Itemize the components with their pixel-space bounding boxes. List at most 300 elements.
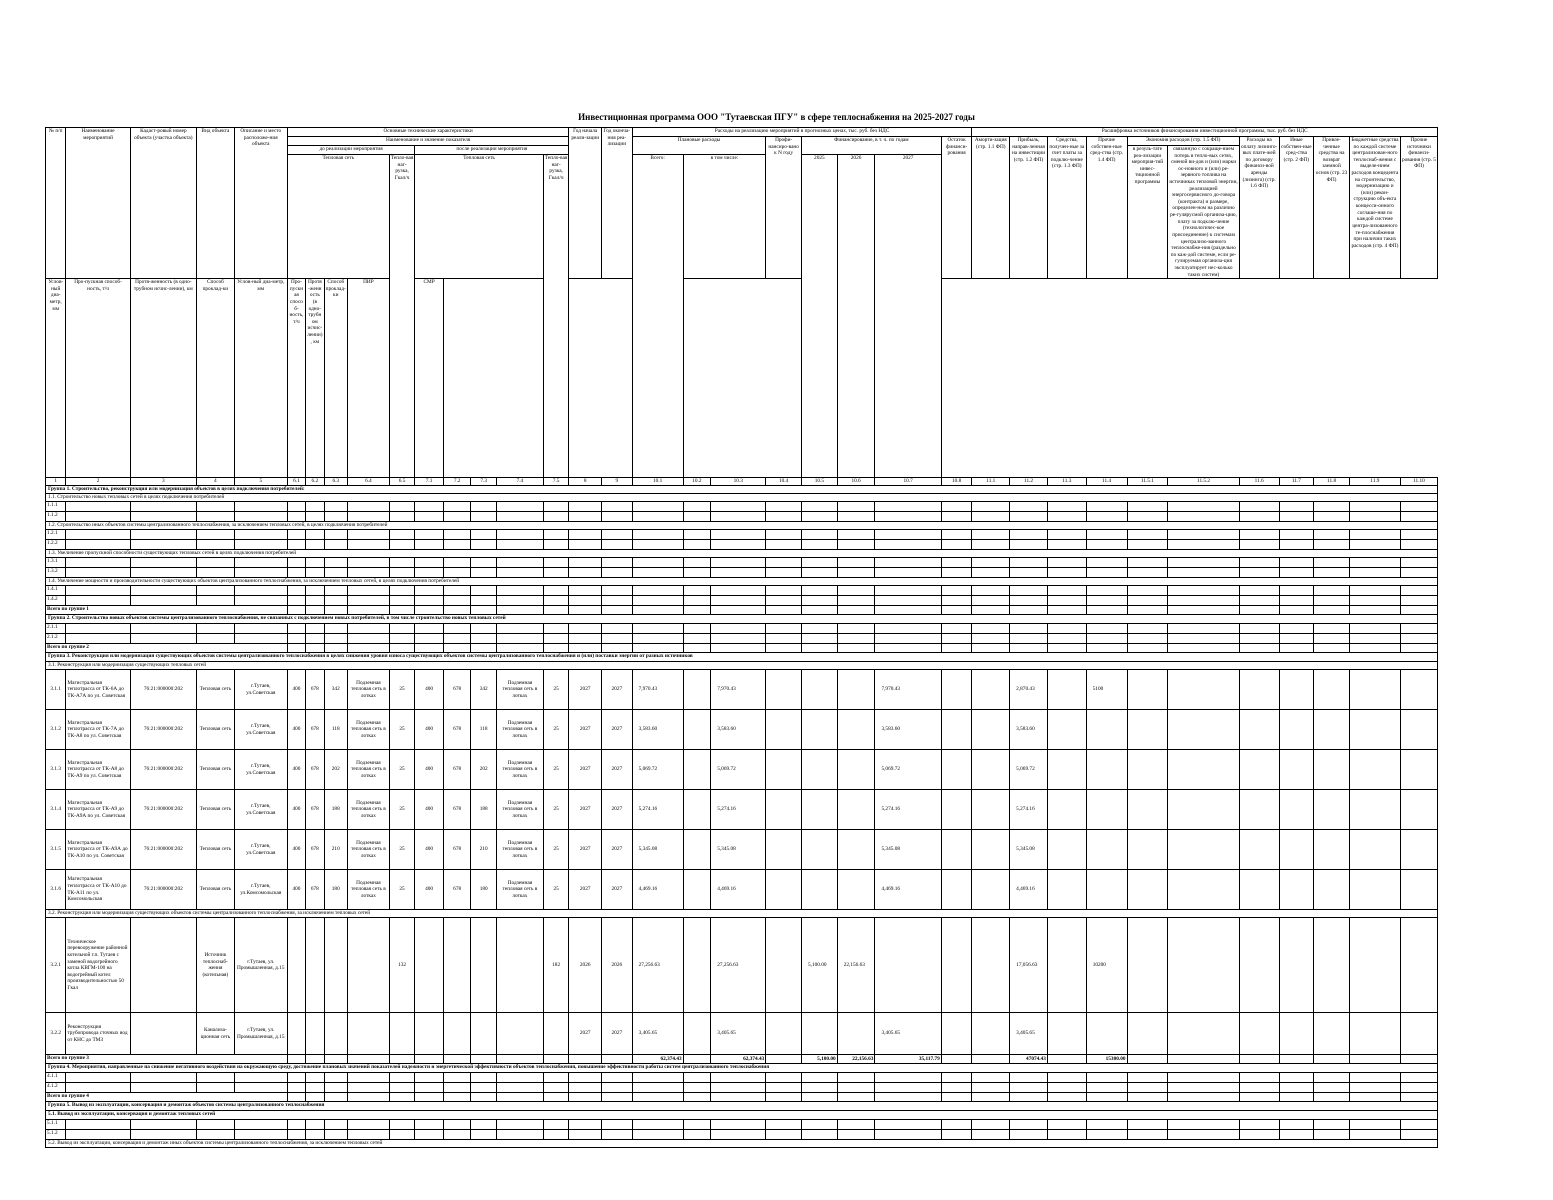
empty-cell [347, 530, 389, 540]
empty-cell [802, 1130, 838, 1140]
hdr-rent: Расходы на оплату лизинго-вых плате-жей по договору финанси-вой аренды (лизинга) (стр. 1.6 ФП) [1239, 137, 1279, 279]
empty-cell [1168, 830, 1239, 870]
empty-cell [415, 1130, 444, 1140]
empty-cell [471, 606, 497, 615]
length-before-cell: 342 [324, 670, 347, 710]
row-number-cell: 3.1.3 [46, 750, 66, 790]
hdr-profit: Прибыль, направ-ленная на инвестиции (стр. 1.2 ФП) [1010, 137, 1048, 279]
empty-cell [1400, 918, 1437, 1013]
empty-cell [711, 540, 766, 550]
cadastral-number-cell: 76:21:000000:202 [130, 830, 196, 870]
empty-cell [602, 502, 633, 512]
empty-cell [1239, 1073, 1279, 1083]
empty-cell [683, 512, 711, 522]
group-5-2-title: 5.2. Вывод из эксплуатации, консервация и демонтаж иных объектов системы централизованного теплоснабжения, за исключением тепловых сетей [46, 1140, 1438, 1148]
empty-cell [875, 606, 941, 615]
empty-cell [837, 586, 875, 596]
empty-cell [415, 634, 444, 644]
empty-cell [632, 512, 683, 522]
empty-cell [941, 624, 972, 634]
empty-cell [496, 502, 543, 512]
empty-cell [287, 1130, 305, 1140]
empty-cell [1349, 558, 1400, 568]
empty-cell [1349, 750, 1400, 790]
length-before-cell: 188 [324, 790, 347, 830]
empty-cell [1086, 596, 1127, 606]
empty-cell [875, 1073, 941, 1083]
empty-cell [347, 1093, 389, 1102]
profit-investment-cell: 4,469.16 [1010, 870, 1048, 910]
object-name-cell: Магистральная теплотрасса от ТК-6А до ТК-А7А по ул. Советская [66, 670, 130, 710]
empty-cell [306, 606, 324, 615]
empty-cell [972, 634, 1010, 644]
group-5-title: Группа 5. Вывод из эксплуатации, консервация и демонтаж объектов системы централизованного теплоснабжения [46, 1102, 1438, 1111]
financing-remainder-cell [941, 670, 972, 710]
empty-cell [287, 530, 305, 540]
empty-cell [234, 540, 287, 550]
hdr-type: Вид объекта [197, 128, 235, 279]
empty-cell [543, 530, 569, 540]
table-row [46, 624, 1438, 634]
empty-cell [875, 1083, 941, 1093]
empty-cell [1127, 1130, 1168, 1140]
empty-cell [234, 634, 287, 644]
empty-cell [234, 1073, 287, 1083]
empty-cell [1047, 1120, 1086, 1130]
empty-cell [1239, 530, 1279, 540]
amortization-cell [972, 830, 1010, 870]
empty-cell [306, 634, 324, 644]
connection-fee-cell [1047, 790, 1086, 830]
row-number-cell: 3.2.1 [46, 918, 66, 1013]
hdr-total: Всего: [632, 155, 683, 478]
empty-cell [471, 512, 497, 522]
empty-cell [683, 1130, 711, 1140]
connection-fee-cell [1047, 1013, 1086, 1055]
empty-cell [711, 644, 766, 653]
empty-cell [766, 624, 802, 634]
empty-cell [1239, 644, 1279, 653]
column-number-row [46, 478, 1438, 486]
empty-cell [1168, 596, 1239, 606]
empty-cell [1127, 918, 1168, 1013]
empty-cell [1239, 586, 1279, 596]
financing-remainder-cell [941, 830, 972, 870]
cadastral-number-cell [130, 1013, 196, 1055]
empty-cell [802, 644, 838, 653]
empty-cell [972, 606, 1010, 615]
cost-pir-cell [683, 870, 711, 910]
empty-cell [1086, 1130, 1127, 1140]
amortization-cell [972, 750, 1010, 790]
empty-cell [1086, 1073, 1127, 1083]
empty-cell [324, 558, 347, 568]
empty-cell [602, 512, 633, 522]
empty-cell [1349, 670, 1400, 710]
empty-cell [1168, 870, 1239, 910]
cost-smr-cell: 27,256.63 [711, 918, 766, 1013]
empty-cell [324, 530, 347, 540]
empty-cell [972, 502, 1010, 512]
column-number-cell: 11.5.1 [1127, 478, 1168, 486]
empty-cell [1239, 670, 1279, 710]
empty-cell [234, 568, 287, 578]
empty-cell [306, 1073, 324, 1083]
empty-cell [389, 1130, 415, 1140]
empty-cell [1314, 644, 1350, 653]
diameter-before-cell [287, 1013, 305, 1055]
length-after-cell: 118 [471, 710, 497, 750]
empty-cell [287, 644, 305, 653]
empty-cell [802, 634, 838, 644]
empty-cell [197, 1130, 235, 1140]
empty-cell [837, 1093, 875, 1102]
empty-cell [1127, 1120, 1168, 1130]
empty-cell [496, 1055, 543, 1064]
group-4-title: Группа 4. Мероприятия, направленные на снижение негативного воздействия на окружающую среду, достижение плановых значений показателей надежности и энергетической эффективности объектов теплоснабжения, повышение эффективности работы систем централизованного теплоснабжения [46, 1064, 1438, 1073]
empty-cell [1168, 1013, 1239, 1055]
capacity-after-cell: 678 [443, 710, 471, 750]
cost-total-cell: 27,256.63 [632, 918, 683, 1013]
empty-cell [766, 1093, 802, 1102]
empty-cell [837, 1083, 875, 1093]
empty-cell [1168, 750, 1239, 790]
empty-cell [66, 530, 130, 540]
empty-cell [1127, 830, 1168, 870]
document-title: Инвестиционная программа ООО "Тутаевская ПГУ" в сфере теплоснабжения на 2025-2027 годы [578, 112, 975, 122]
diameter-before-cell: 400 [287, 750, 305, 790]
empty-cell [1349, 624, 1400, 634]
column-number-cell: 11.9 [1349, 478, 1400, 486]
row-number-cell: 2.1.1 [46, 624, 66, 634]
own-funds-cell [1086, 710, 1127, 750]
hdr-year-end: Год оконча-ния реа-лизации [602, 128, 633, 279]
empty-cell [347, 596, 389, 606]
empty-cell [1086, 586, 1127, 596]
empty-cell [66, 558, 130, 568]
column-number-cell: 11.5.2 [1168, 478, 1239, 486]
diameter-after-cell: 400 [415, 670, 444, 710]
object-name-cell: Магистральная теплотрасса от ТК-А10 до ТК-А11 по ул. Комсомольская [66, 870, 130, 910]
empty-cell [287, 540, 305, 550]
row-number-cell: 1.2.1 [46, 530, 66, 540]
empty-cell [1168, 512, 1239, 522]
empty-cell [1239, 918, 1279, 1013]
empty-cell [324, 644, 347, 653]
empty-cell [306, 1093, 324, 1102]
empty-cell [1400, 530, 1437, 540]
empty-cell [1349, 586, 1400, 596]
empty-cell [875, 1130, 941, 1140]
empty-cell [1168, 634, 1239, 644]
empty-cell [66, 624, 130, 634]
empty-cell [1168, 606, 1239, 615]
cost-pir-cell [683, 790, 711, 830]
empty-cell [837, 634, 875, 644]
empty-cell [324, 1093, 347, 1102]
empty-cell [766, 644, 802, 653]
empty-cell [683, 568, 711, 578]
empty-cell [972, 1130, 1010, 1140]
empty-cell [1239, 568, 1279, 578]
diameter-before-cell [287, 918, 305, 1013]
empty-cell [632, 1120, 683, 1130]
empty-cell [837, 1130, 875, 1140]
empty-cell [197, 558, 235, 568]
table-row [46, 558, 1438, 568]
year-start-cell: 2027 [569, 750, 602, 790]
empty-cell [1314, 502, 1350, 512]
empty-cell [972, 1083, 1010, 1093]
cadastral-number-cell: 76:21:000000:202 [130, 750, 196, 790]
cost-smr-cell: 3,583.60 [711, 710, 766, 750]
cost-smr-cell: 5,274.16 [711, 790, 766, 830]
hdr-indicator: Наименование и значение показателя [287, 137, 569, 146]
hdr-connection: Средства, получен-ные за счет платы за подклю-чение (стр. 1.3 ФП) [1047, 137, 1086, 279]
empty-cell [1349, 1073, 1400, 1083]
hdr-location: Описание и место расположе-ния объекта [234, 128, 287, 279]
empty-cell [324, 586, 347, 596]
laying-method-before-cell: Подземная тепловая сеть в лотках [347, 670, 389, 710]
hdr-2027: 2027 [875, 155, 941, 478]
empty-cell [602, 530, 633, 540]
cost-pir-cell [683, 670, 711, 710]
empty-cell [496, 644, 543, 653]
group-4-total-row [46, 1093, 1438, 1102]
empty-cell [711, 530, 766, 540]
empty-cell [130, 512, 196, 522]
empty-cell [941, 512, 972, 522]
empty-cell [1239, 870, 1279, 910]
empty-cell [875, 558, 941, 568]
empty-cell [569, 1073, 602, 1083]
amortization-cell [972, 1013, 1010, 1055]
empty-cell [1400, 1073, 1437, 1083]
empty-cell [1168, 1120, 1239, 1130]
empty-cell [66, 1130, 130, 1140]
empty-cell [1279, 558, 1314, 568]
empty-cell [683, 558, 711, 568]
empty-cell [1168, 1130, 1239, 1140]
empty-cell [415, 1073, 444, 1083]
financing-remainder-cell [941, 918, 972, 1013]
hdr-smr: СМР [415, 279, 444, 478]
empty-cell [1279, 1013, 1314, 1055]
empty-cell [766, 634, 802, 644]
empty-cell [1314, 1120, 1350, 1130]
empty-cell [602, 1083, 633, 1093]
group-5-1-title: 5.1. Вывод из эксплуатации, консервация и демонтаж тепловых сетей [46, 1111, 1438, 1120]
hdr-economy: Экономия расходов (стр. 1.5 ФП) [1127, 137, 1239, 146]
cost-total-cell: 3,405.65 [632, 1013, 683, 1055]
capacity-after-cell: 678 [443, 670, 471, 710]
empty-cell [130, 1073, 196, 1083]
empty-cell [1047, 568, 1086, 578]
empty-cell [1349, 918, 1400, 1013]
empty-cell [197, 540, 235, 550]
hdr-heat-net-before: Тепловая сеть [287, 155, 389, 279]
empty-cell [1349, 530, 1400, 540]
empty-cell [766, 606, 802, 615]
empty-cell [1127, 558, 1168, 568]
empty-cell [130, 1083, 196, 1093]
group-3-total-row [46, 1055, 1438, 1064]
column-number-cell: 11.4 [1086, 478, 1127, 486]
empty-cell [602, 1120, 633, 1130]
own-funds-cell [1086, 1013, 1127, 1055]
empty-cell [1400, 1120, 1437, 1130]
empty-cell [1047, 606, 1086, 615]
column-number-cell: 11.2 [1010, 478, 1048, 486]
row-number-cell: 5.1.2 [46, 1130, 66, 1140]
hdr-planned: Плановые расходы [632, 137, 766, 155]
empty-cell [287, 624, 305, 634]
capacity-after-cell: 678 [443, 790, 471, 830]
empty-cell [1047, 596, 1086, 606]
empty-cell [569, 530, 602, 540]
empty-cell [496, 1083, 543, 1093]
empty-cell [496, 530, 543, 540]
empty-cell [130, 1120, 196, 1130]
empty-cell [234, 1120, 287, 1130]
amortization-cell [972, 918, 1010, 1013]
capacity-before-cell: 678 [306, 670, 324, 710]
table-row [46, 1120, 1438, 1130]
empty-cell [1168, 586, 1239, 596]
laying-method-after-cell: Подземная тепловая сеть в лотках [496, 830, 543, 870]
financing-remainder-cell [941, 710, 972, 750]
empty-cell [496, 586, 543, 596]
empty-cell [802, 1073, 838, 1083]
empty-cell [683, 1120, 711, 1130]
empty-cell [1279, 750, 1314, 790]
hdr-sources: Расшифровка источников финансирования инвестиционной программы, тыс. руб. без НДС [972, 128, 1438, 137]
empty-cell [1314, 710, 1350, 750]
empty-cell [711, 502, 766, 512]
empty-cell [1127, 502, 1168, 512]
empty-cell [972, 1055, 1010, 1064]
row-number-cell: 1.1.2 [46, 512, 66, 522]
cadastral-number-cell: 76:21:000000:202 [130, 670, 196, 710]
financing-2027-cell: 5,274.16 [875, 790, 941, 830]
empty-cell [766, 596, 802, 606]
empty-cell [1168, 1073, 1239, 1083]
length-after-cell [471, 918, 497, 1013]
empty-cell [389, 502, 415, 512]
object-name-cell: Магистральная теплотрасса от ТК-А8 до ТК-А9 по ул. Советская [66, 750, 130, 790]
empty-cell [1314, 568, 1350, 578]
empty-cell [766, 1120, 802, 1130]
financing-2025-cell [802, 830, 838, 870]
empty-cell [602, 596, 633, 606]
empty-cell [1168, 790, 1239, 830]
heat-load-before-cell: 25 [389, 870, 415, 910]
capacity-before-cell [306, 1013, 324, 1055]
empty-cell [443, 512, 471, 522]
empty-cell [287, 512, 305, 522]
length-before-cell [324, 1013, 347, 1055]
empty-cell [1400, 596, 1437, 606]
empty-cell [1400, 830, 1437, 870]
empty-cell [443, 644, 471, 653]
empty-cell [1349, 634, 1400, 644]
column-number-cell: 11.1 [972, 478, 1010, 486]
empty-cell [802, 558, 838, 568]
empty-cell [543, 606, 569, 615]
empty-cell [1314, 1083, 1350, 1093]
empty-cell [197, 1073, 235, 1083]
empty-cell [543, 558, 569, 568]
hdr-econ-result: в резуль-тате реа-лизации мероприя-тий инвес-тиционной программы [1127, 146, 1168, 279]
capacity-after-cell [443, 918, 471, 1013]
empty-cell [941, 1083, 972, 1093]
empty-cell [602, 1130, 633, 1140]
empty-cell [306, 558, 324, 568]
empty-cell [1349, 596, 1400, 606]
column-number-cell: 10.6 [837, 478, 875, 486]
empty-cell [415, 502, 444, 512]
heat-load-after-cell: 25 [543, 750, 569, 790]
financing-2027-cell: 7,970.43 [875, 670, 941, 710]
heat-load-before-cell: 25 [389, 710, 415, 750]
year-start-cell: 2027 [569, 710, 602, 750]
empty-cell [1349, 790, 1400, 830]
hdr-name: Наименование мероприятий [66, 128, 130, 279]
hdr-heat-load-after: Тепло-вая наг-рузка, Гкал/ч [543, 155, 569, 478]
empty-cell [324, 568, 347, 578]
empty-cell [569, 606, 602, 615]
column-number-cell: 10.4 [766, 478, 802, 486]
empty-cell [1086, 540, 1127, 550]
table-row [46, 586, 1438, 596]
empty-cell [875, 512, 941, 522]
empty-cell [415, 596, 444, 606]
empty-cell [1127, 596, 1168, 606]
empty-cell [543, 1073, 569, 1083]
empty-cell [471, 502, 497, 512]
empty-cell [234, 502, 287, 512]
cost-smr-cell: 4,469.16 [711, 870, 766, 910]
object-type-cell: Тепловая сеть [197, 790, 235, 830]
empty-cell [1127, 1083, 1168, 1093]
column-number-cell: 11.7 [1279, 478, 1314, 486]
empty-cell [1168, 502, 1239, 512]
hdr-amort: Аморти-зация (стр. 1.1 ФП) [972, 137, 1010, 279]
empty-cell [875, 624, 941, 634]
empty-cell [569, 586, 602, 596]
empty-cell [1010, 1083, 1048, 1093]
empty-cell [324, 634, 347, 644]
empty-cell [683, 1093, 711, 1102]
empty-cell [766, 502, 802, 512]
object-location-cell: г.Тутаев, ул.Советская [234, 670, 287, 710]
empty-cell [875, 1120, 941, 1130]
cost-smr-cell: 3,405.65 [711, 1013, 766, 1055]
empty-cell [1349, 830, 1400, 870]
empty-cell [711, 1083, 766, 1093]
empty-cell [1010, 530, 1048, 540]
amortization-cell [972, 670, 1010, 710]
empty-cell [1314, 1073, 1350, 1083]
hdr-method-after: Способ проклад-ки [324, 279, 347, 478]
empty-cell [602, 1073, 633, 1083]
empty-cell [1047, 1055, 1086, 1064]
cost-total-cell: 5,069.72 [632, 750, 683, 790]
empty-cell [471, 1073, 497, 1083]
empty-cell [347, 1083, 389, 1093]
empty-cell [1127, 540, 1168, 550]
empty-cell [389, 596, 415, 606]
